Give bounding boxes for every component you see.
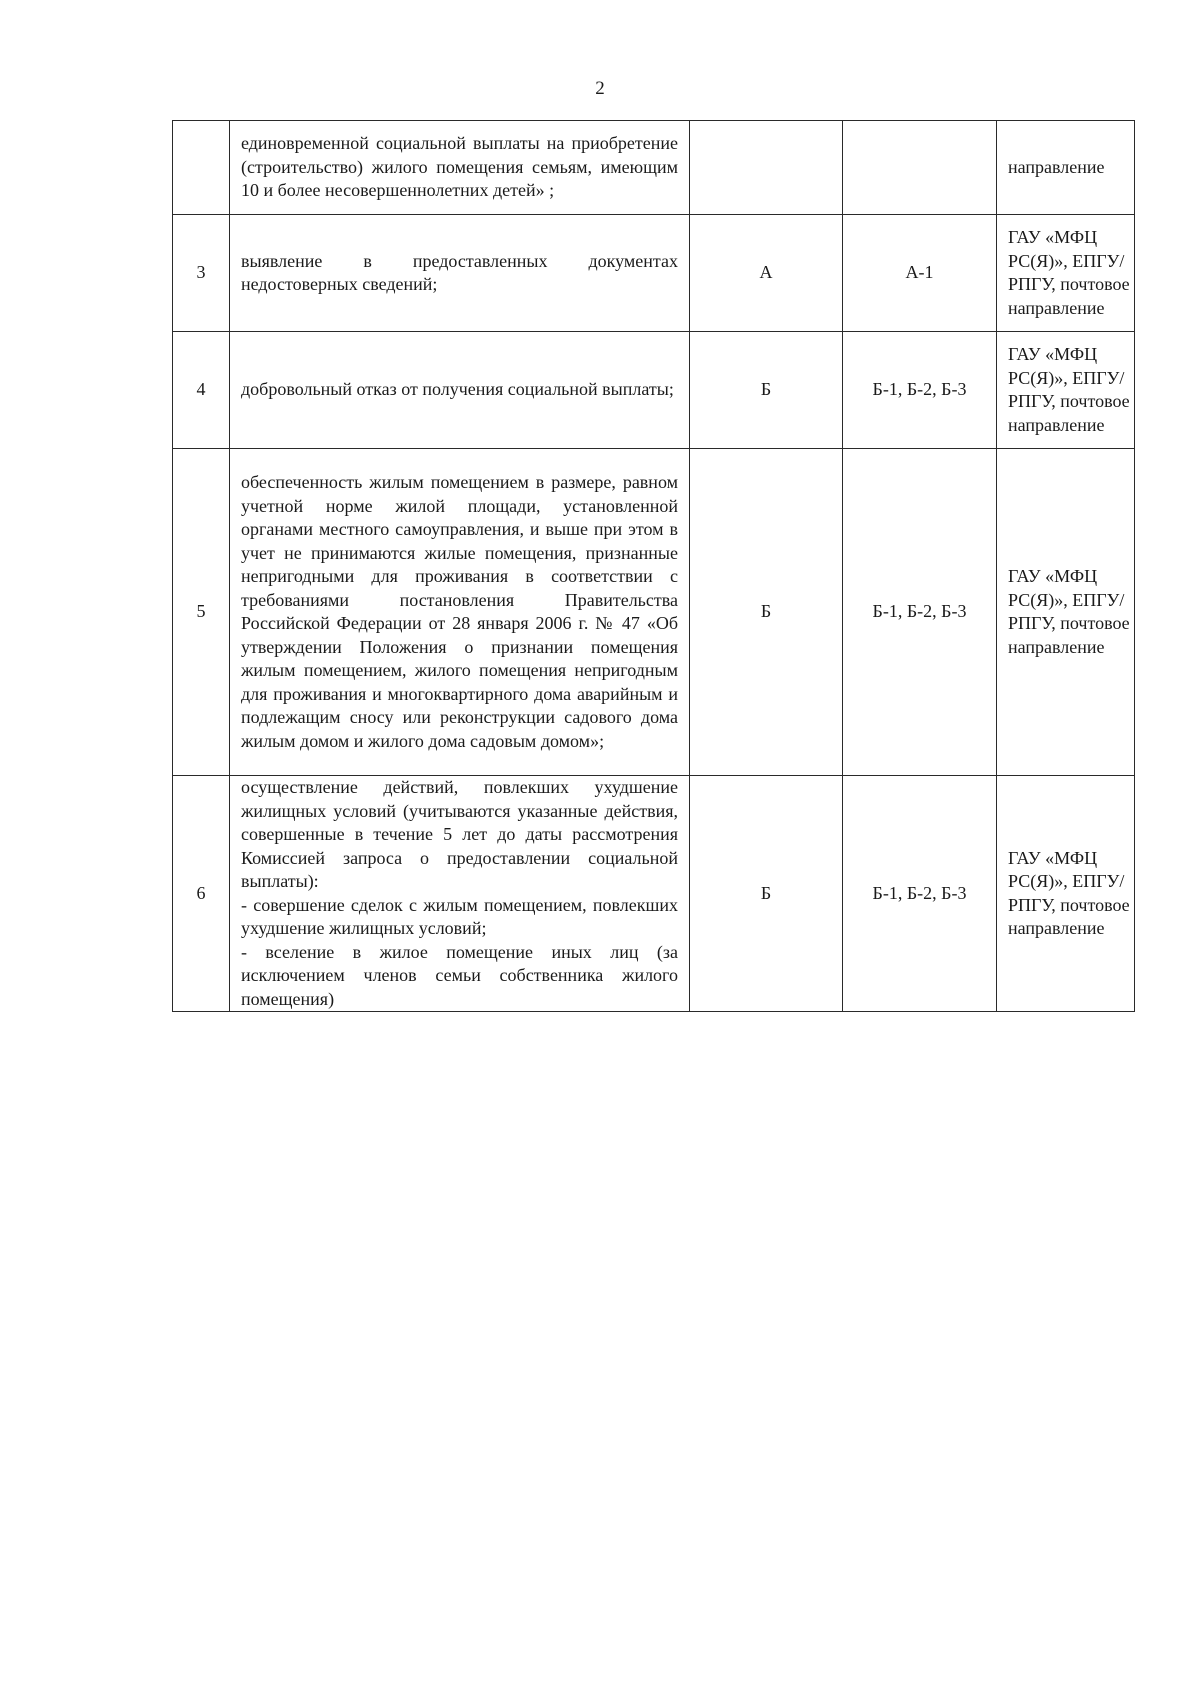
page-number: 2 bbox=[595, 78, 605, 99]
subcode-cell: А-1 bbox=[843, 215, 997, 332]
subcode-cell bbox=[843, 121, 997, 215]
description-cell: добровольный отказ от получения социальной выплаты; bbox=[230, 332, 690, 449]
table-row bbox=[173, 121, 1135, 215]
subcode-cell: Б-1, Б-2, Б-3 bbox=[843, 776, 997, 1012]
channel-cell: ГАУ «МФЦ РС(Я)», ЕПГУ/РПГУ, почтовое направление bbox=[997, 449, 1135, 776]
subcode-cell: Б-1, Б-2, Б-3 bbox=[843, 449, 997, 776]
channel-cell: ГАУ «МФЦ РС(Я)», ЕПГУ/РПГУ, почтовое направление bbox=[997, 332, 1135, 449]
channel-cell: ГАУ «МФЦ РС(Я)», ЕПГУ/РПГУ, почтовое направление bbox=[997, 215, 1135, 332]
row-number-cell: 5 bbox=[173, 449, 230, 776]
row-number-cell: 4 bbox=[173, 332, 230, 449]
grounds-table bbox=[172, 120, 1135, 1012]
row-number-cell: 6 bbox=[173, 776, 230, 1012]
table-row bbox=[173, 332, 1135, 449]
code-cell: А bbox=[690, 215, 843, 332]
code-cell bbox=[690, 121, 843, 215]
table-row bbox=[173, 449, 1135, 776]
channel-cell: ГАУ «МФЦ РС(Я)», ЕПГУ/РПГУ, почтовое направление bbox=[997, 776, 1135, 1012]
code-cell: Б bbox=[690, 332, 843, 449]
description-cell: обеспеченность жилым помещением в размере, равном учетной норме жилой площади, установленной органами местного самоуправления, и выше при этом в учет не принимаются жилые помещения, признанные непригодными для проживания в соответствии с требованиями постановления Правительства Российской Федерации от 28 января 2006 г. № 47 «Об утверждении Положения о признании помещения жилым помещением, жилого помещения непригодным для проживания и многоквартирного дома аварийным и подлежащим сносу или реконструкции садового дома жилым домом и жилого дома садовым домом»; bbox=[230, 449, 690, 776]
subcode-cell: Б-1, Б-2, Б-3 bbox=[843, 332, 997, 449]
row-number-cell bbox=[173, 121, 230, 215]
table-row bbox=[173, 215, 1135, 332]
code-cell: Б bbox=[690, 776, 843, 1012]
channel-cell: направление bbox=[997, 121, 1135, 215]
code-cell: Б bbox=[690, 449, 843, 776]
row-number-cell: 3 bbox=[173, 215, 230, 332]
table-row bbox=[173, 776, 1135, 1012]
description-cell: осуществление действий, повлекших ухудшение жилищных условий (учитываются указанные действия, совершенные в течение 5 лет до даты рассмотрения Комиссией запроса о предоставлении социальной выплаты): - совершение сделок с жилым помещением, повлекших ухудшение жилищных условий; - вселение в жилое помещение иных лиц (за исключением членов семьи собственника жилого помещения) bbox=[230, 776, 690, 1012]
description-cell: единовременной социальной выплаты на приобретение (строительство) жилого помещения семьям, имеющим 10 и более несовершеннолетних детей» ; bbox=[230, 121, 690, 215]
description-cell: выявление в предоставленных документах недостоверных сведений; bbox=[230, 215, 690, 332]
